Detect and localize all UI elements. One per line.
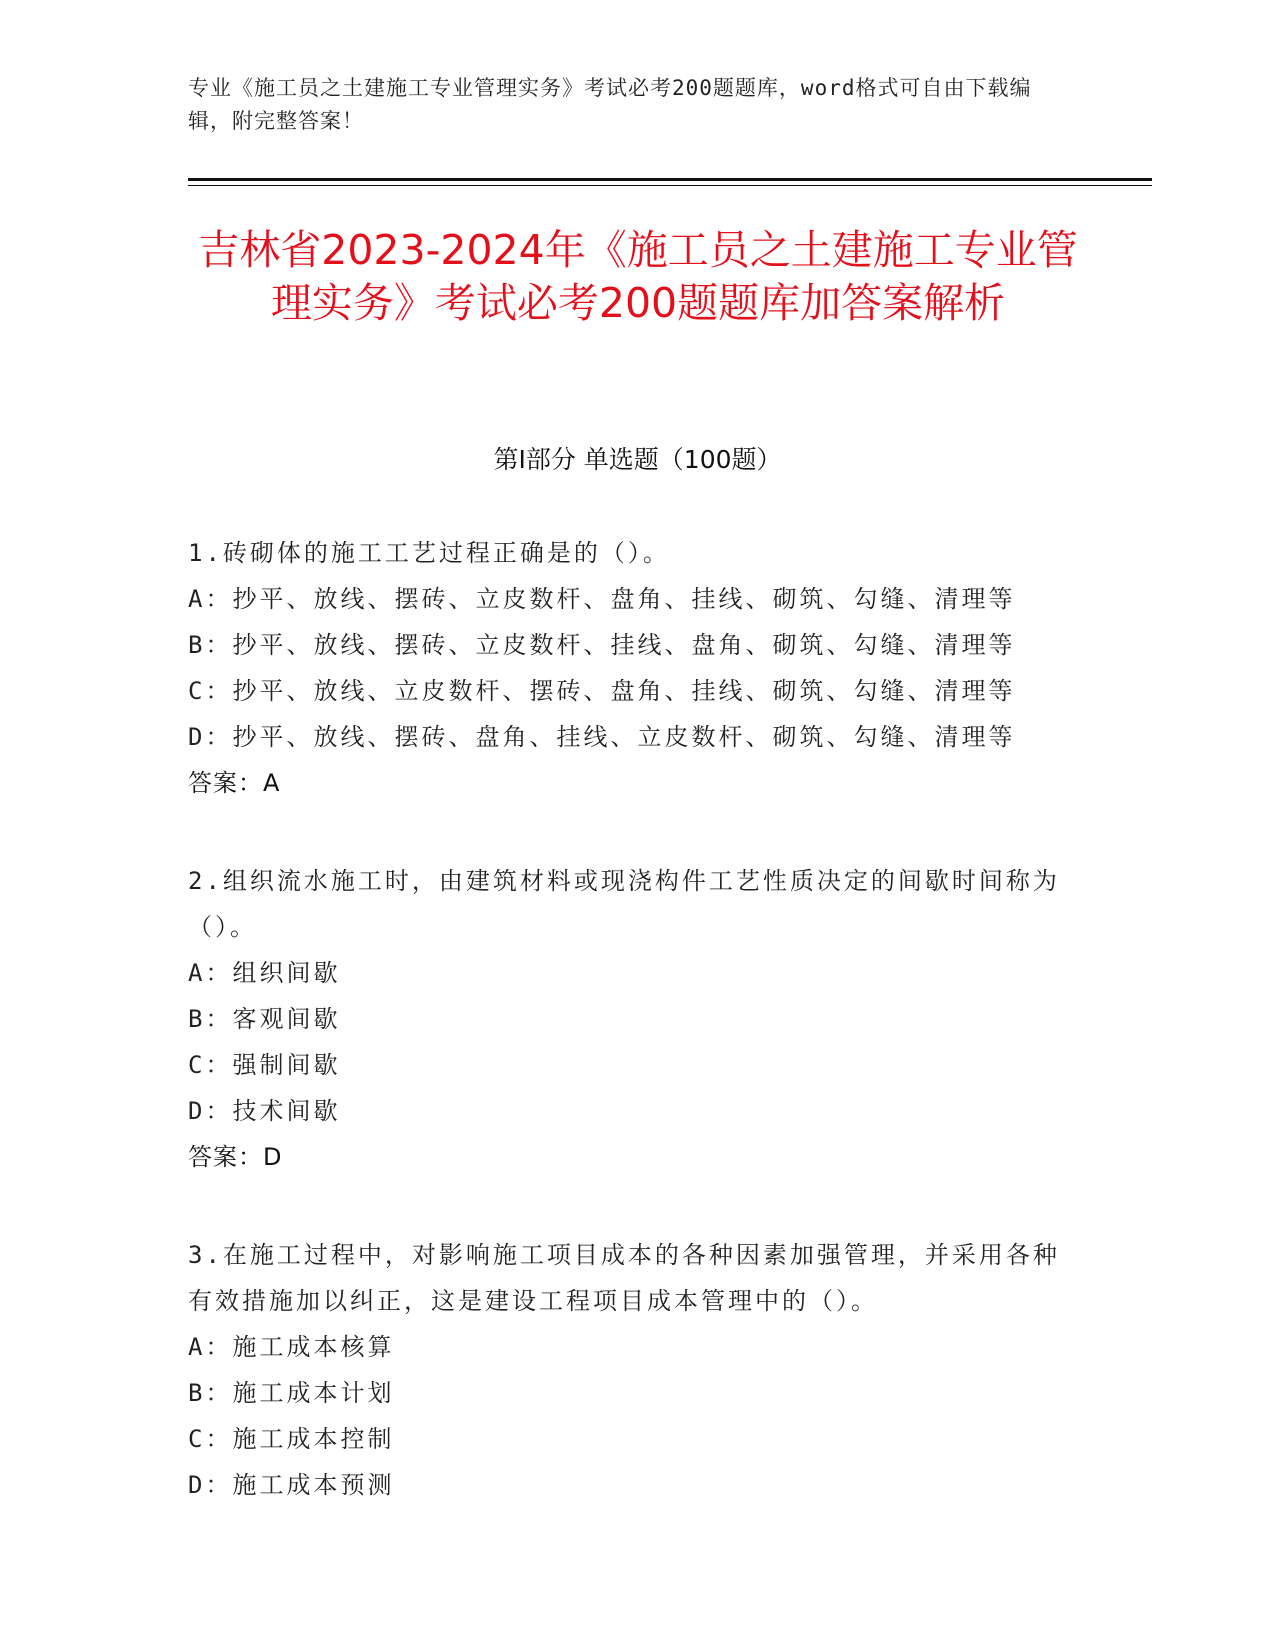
option-b: B：客观间歇 bbox=[188, 1005, 341, 1033]
header-rule-thick bbox=[188, 178, 1152, 181]
document-title: 吉林省2023-2024年《施工员之土建施工专业管理实务》考试必考200题题库加答案解析 bbox=[198, 226, 1078, 327]
option-a: A：抄平、放线、摆砖、立皮数杆、盘角、挂线、砌筑、勾缝、清理等 bbox=[188, 585, 1016, 613]
question-list bbox=[188, 530, 1068, 1508]
question-stem: 3.在施工过程中，对影响施工项目成本的各种因素加强管理，并采用各种有效措施加以纠正，这是建设工程项目成本管理中的（）。 bbox=[188, 1241, 1060, 1315]
option-d: D：抄平、放线、摆砖、盘角、挂线、立皮数杆、砌筑、勾缝、清理等 bbox=[188, 723, 1016, 751]
question-2 bbox=[188, 858, 1068, 1180]
header-rule-thin bbox=[188, 185, 1152, 186]
option-a: A：组织间歇 bbox=[188, 959, 341, 987]
header-note: 专业《施工员之土建施工专业管理实务》考试必考200题题库，word格式可自由下载编辑，附完整答案！ bbox=[188, 76, 1032, 133]
option-b: B：抄平、放线、摆砖、立皮数杆、挂线、盘角、砌筑、勾缝、清理等 bbox=[188, 631, 1016, 659]
question-1 bbox=[188, 530, 1068, 806]
option-d: D：技术间歇 bbox=[188, 1097, 341, 1125]
option-c: C：抄平、放线、立皮数杆、摆砖、盘角、挂线、砌筑、勾缝、清理等 bbox=[188, 677, 1016, 705]
option-b: B：施工成本计划 bbox=[188, 1379, 395, 1407]
section-title: 第I部分 单选题（100题） bbox=[493, 445, 782, 474]
option-a: A：施工成本核算 bbox=[188, 1333, 395, 1361]
question-3 bbox=[188, 1232, 1068, 1508]
answer: 答案：D bbox=[188, 1143, 283, 1171]
option-d: D：施工成本预测 bbox=[188, 1471, 395, 1499]
question-stem: 2.组织流水施工时，由建筑材料或现浇构件工艺性质决定的间歇时间称为（）。 bbox=[188, 867, 1060, 941]
option-c: C：施工成本控制 bbox=[188, 1425, 395, 1453]
option-c: C：强制间歇 bbox=[188, 1051, 341, 1079]
question-stem: 1.砖砌体的施工工艺过程正确是的（）。 bbox=[188, 539, 670, 567]
answer: 答案：A bbox=[188, 769, 281, 797]
